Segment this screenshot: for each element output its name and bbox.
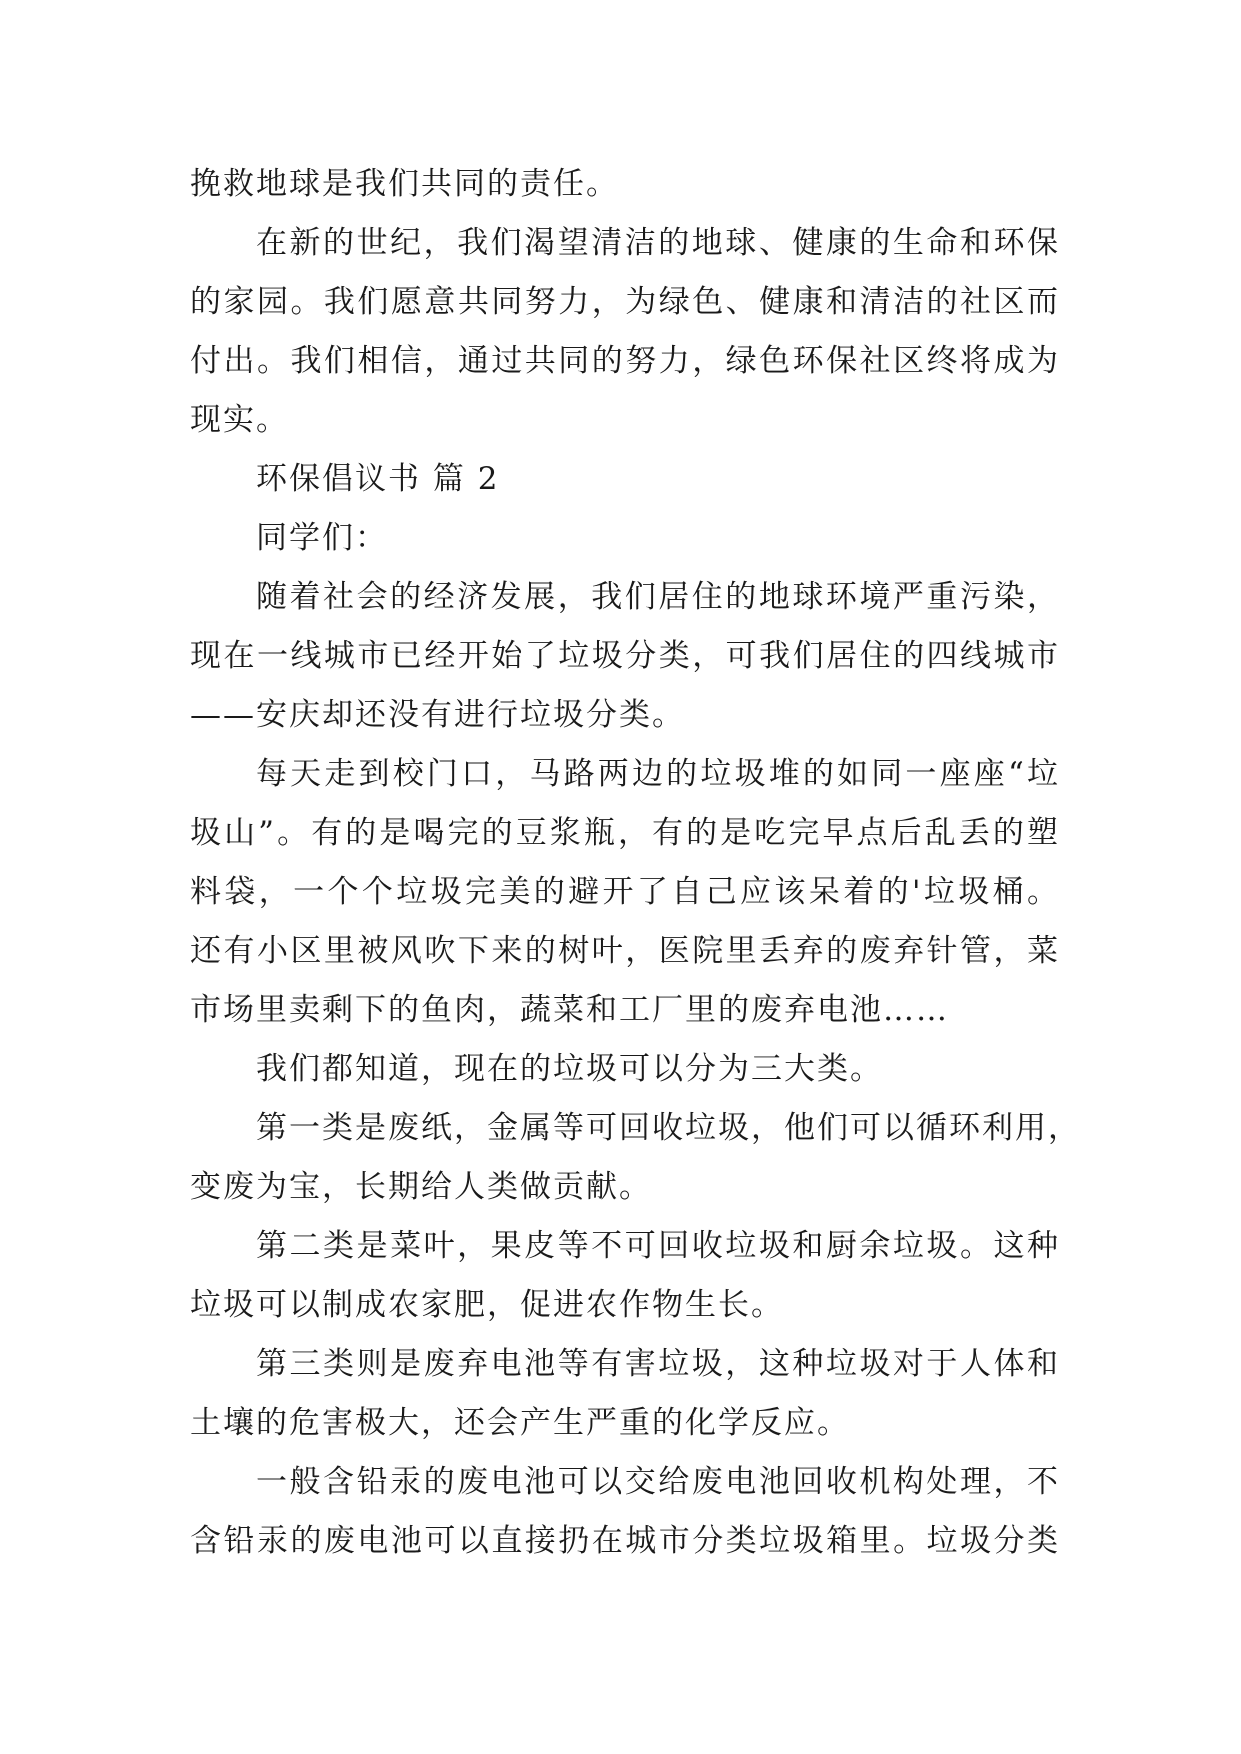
- text-line: 的家园。我们愿意共同努力，为绿色、健康和清洁的社区而: [190, 284, 1060, 320]
- text-line: 同学们：: [256, 520, 388, 556]
- text-line: 随着社会的经济发展，我们居住的地球环境严重污染，: [256, 579, 1060, 615]
- paragraph: [190, 1217, 1060, 1335]
- paragraph: [190, 214, 1060, 450]
- paragraph: [190, 1453, 1060, 1571]
- text-line: 第三类则是废弃电池等有害垃圾，这种垃圾对于人体和: [256, 1346, 1060, 1382]
- text-line: 第二类是菜叶，果皮等不可回收垃圾和厨余垃圾。这种: [256, 1228, 1060, 1264]
- paragraph: [190, 155, 1060, 214]
- text-line: 土壤的危害极大，还会产生严重的化学反应。: [190, 1405, 850, 1441]
- paragraph: [190, 1335, 1060, 1453]
- text-line: 圾山”。有的是喝完的豆浆瓶，有的是吃完早点后乱丢的塑: [190, 815, 1060, 851]
- text-line: 料袋，一个个垃圾完美的避开了自己应该呆着的'垃圾桶。: [190, 874, 1060, 910]
- text-line: 现实。: [190, 402, 289, 438]
- heading-paragraph: [190, 509, 1060, 568]
- text-line: 在新的世纪，我们渴望清洁的地球、健康的生命和环保: [256, 225, 1060, 261]
- text-line: 市场里卖剩下的鱼肉，蔬菜和工厂里的废弃电池……: [190, 992, 949, 1028]
- paragraph: [190, 568, 1060, 745]
- text-line: 垃圾可以制成农家肥，促进农作物生长。: [190, 1287, 784, 1323]
- text-line: 含铅汞的废电池可以直接扔在城市分类垃圾箱里。垃圾分类: [190, 1523, 1060, 1559]
- text-line: 还有小区里被风吹下来的树叶，医院里丢弃的废弃针管，菜: [190, 933, 1060, 969]
- heading-paragraph: [190, 450, 1060, 509]
- text-line: 第一类是废纸，金属等可回收垃圾，他们可以循环利用，: [256, 1110, 1081, 1146]
- text-line: 每天走到校门口，马路两边的垃圾堆的如同一座座“垃: [256, 756, 1060, 792]
- text-line: 付出。我们相信，通过共同的努力，绿色环保社区终将成为: [190, 343, 1060, 379]
- text-line: 现在一线城市已经开始了垃圾分类，可我们居住的四线城市: [190, 638, 1060, 674]
- paragraph: [190, 745, 1060, 1040]
- text-line: 环保倡议书 篇 2: [256, 461, 500, 497]
- text-line: 一般含铅汞的废电池可以交给废电池回收机构处理，不: [256, 1464, 1060, 1500]
- text-line: 我们都知道，现在的垃圾可以分为三大类。: [256, 1051, 883, 1087]
- document-body: [190, 155, 1081, 1571]
- paragraph: [190, 1099, 1081, 1217]
- text-line: 挽救地球是我们共同的责任。: [190, 166, 619, 202]
- paragraph: [190, 1040, 1060, 1099]
- text-line: ——安庆却还没有进行垃圾分类。: [190, 697, 685, 733]
- text-line: 变废为宝，长期给人类做贡献。: [190, 1169, 652, 1205]
